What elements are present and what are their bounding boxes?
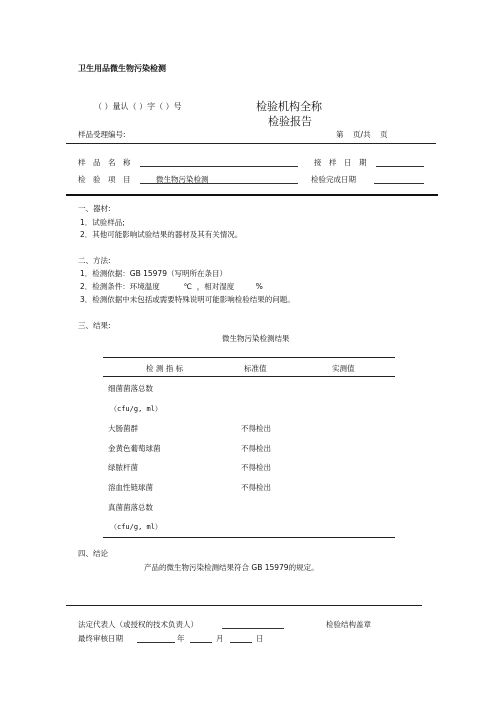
legal-rep-signature-field[interactable] [222, 619, 284, 629]
section2-title: 二、方法: [78, 256, 111, 265]
section3-title: 三、结果: [78, 321, 111, 330]
table-row [108, 482, 153, 493]
table-row [108, 443, 161, 454]
row-standard: 不得检出 [241, 463, 271, 472]
day-label: 日 [256, 634, 264, 643]
table-header-rule [103, 376, 395, 377]
section4-title: 四、结论 [78, 549, 108, 558]
inspect-item-label: 检 验 项 目 [78, 175, 131, 184]
row-indicator: 溶血性链球菌 [108, 483, 153, 492]
inspect-item-field[interactable] [140, 174, 298, 184]
table-row [108, 502, 153, 513]
header-title: 卫生用品微生物污染检测 [78, 64, 166, 73]
row-standard: 不得检出 [241, 424, 271, 433]
table-row [108, 462, 138, 473]
report-title: 检验报告 [268, 115, 312, 128]
row-indicator: （cfu/g, ml） [110, 523, 162, 531]
table-row [110, 404, 162, 414]
day-field[interactable] [230, 633, 252, 643]
final-date-label: 最终审核日期 [78, 634, 123, 643]
sample-name-field[interactable] [140, 157, 298, 167]
row-indicator: 绿脓杆菌 [108, 463, 138, 472]
footer-divider [66, 605, 422, 606]
table-top-rule [103, 357, 395, 358]
row-indicator: 真菌菌落总数 [108, 503, 153, 512]
row-indicator: 大肠菌群 [108, 424, 138, 433]
row-standard: 不得检出 [241, 483, 271, 492]
row-indicator: 细菌菌落总数 [108, 384, 153, 393]
received-date-field[interactable] [376, 157, 424, 167]
row-indicator: （cfu/g, ml） [110, 405, 162, 413]
table-row [110, 522, 162, 532]
year-label: 年 [177, 634, 185, 643]
conclusion-text: 产品的微生物污染检测结果符合 GB 15979的规定。 [144, 563, 319, 572]
table-header-measured: 实测值 [332, 364, 355, 373]
approval-number: （ ）量认（ ）字（ ）号 [94, 102, 182, 111]
received-date-label: 接 样 日 期 [314, 158, 367, 167]
section1-item-2: 2．其他可能影响试验结果的器材及其有关情况。 [80, 230, 243, 239]
month-field[interactable] [190, 633, 212, 643]
table-header-indicator: 检 测 指 标 [146, 364, 184, 373]
complete-date-field[interactable] [374, 174, 424, 184]
year-field[interactable] [137, 633, 175, 643]
complete-date-label: 检验完成日期 [311, 175, 356, 184]
seal-label: 检验结构盖章 [326, 620, 371, 629]
section1-item-1: 1．试验样品; [80, 218, 125, 227]
row-indicator: 金黄色葡萄球菌 [108, 444, 161, 453]
table-title: 微生物污染检测结果 [222, 334, 290, 343]
section1-title: 一、器材: [78, 204, 111, 213]
table-bottom-rule [103, 537, 395, 538]
org-name: 检验机构全称 [256, 100, 322, 113]
sample-name-label: 样 品 名 称 [78, 158, 131, 167]
month-label: 月 [216, 634, 224, 643]
table-row [108, 383, 153, 394]
header-divider [66, 143, 436, 144]
info-divider [66, 194, 438, 196]
section2-item-1: 1．检测依据：GB 15979（写明所在条目） [80, 269, 227, 278]
table-header-standard: 标准值 [244, 364, 267, 373]
section2-item-3: 3．检测依据中未包括或需要特殊说明可能影响检验结果的问题。 [80, 295, 295, 304]
section2-item-2: 2．检测条件：环境温度 ℃ ，相对湿度 % [80, 282, 263, 291]
table-row [108, 423, 138, 434]
row-standard: 不得检出 [241, 444, 271, 453]
inspect-item-value: 微生物污染检测 [156, 175, 209, 184]
page-label: 第 页/共 页 [336, 130, 388, 139]
sample-no-label: 样品受理编号: [78, 130, 126, 139]
legal-rep-label: 法定代表人（或授权的技术负责人） [78, 620, 198, 629]
